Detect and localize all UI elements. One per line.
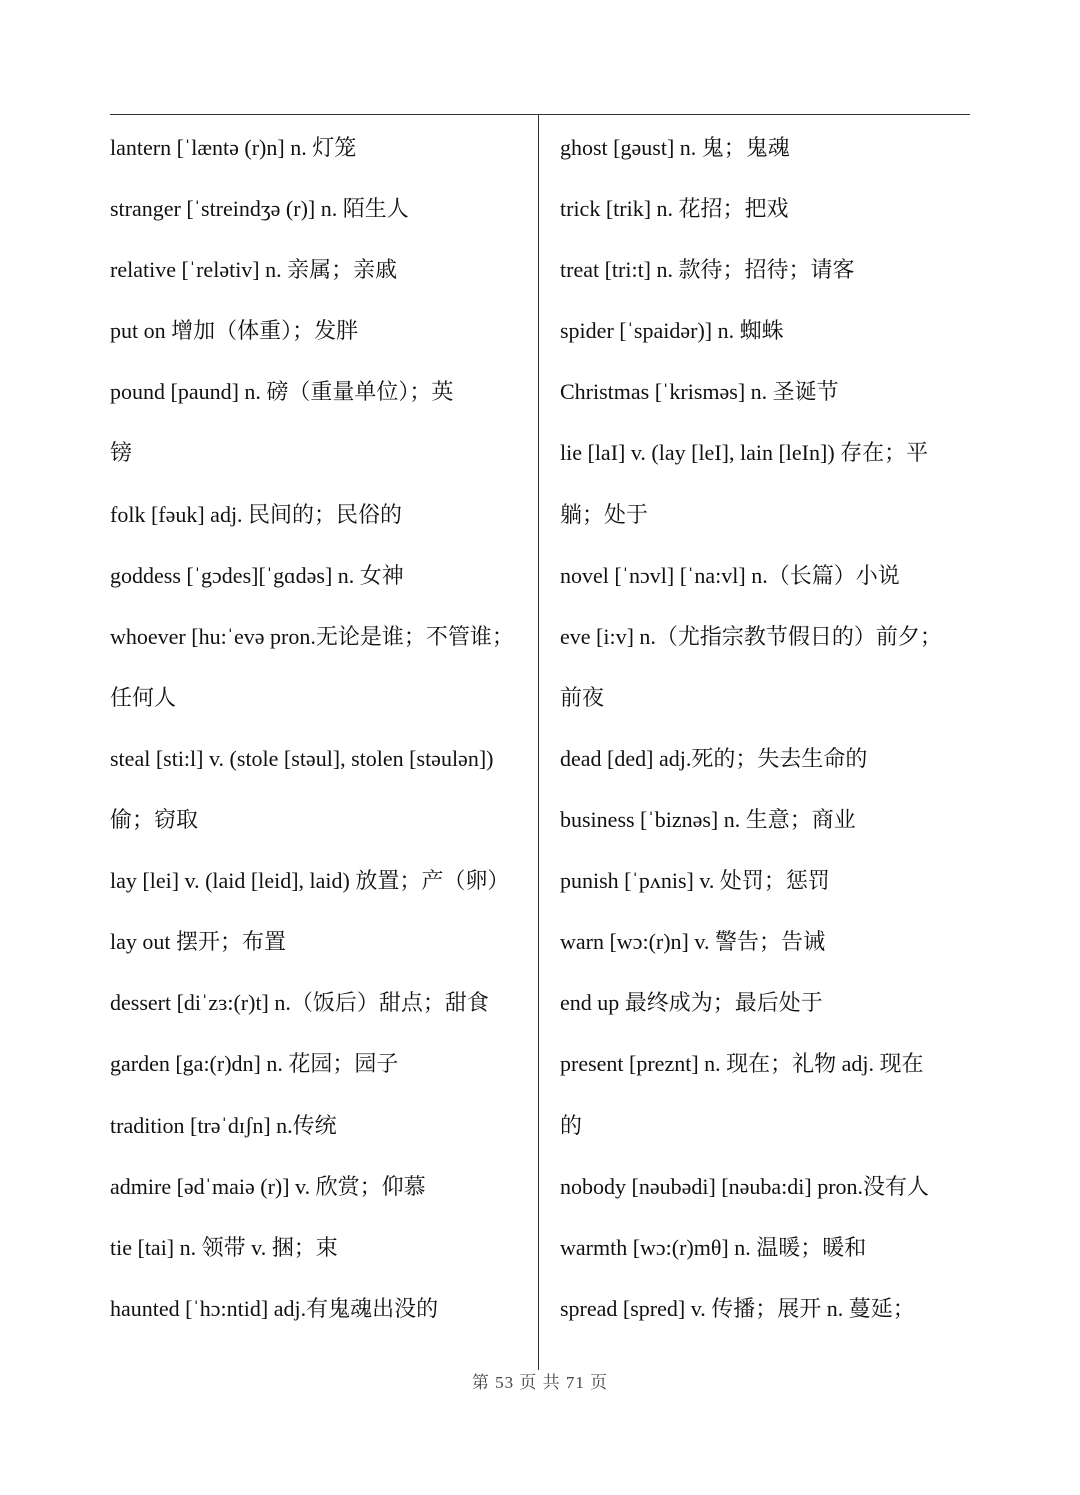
vocab-line: lantern [ˈlæntə (r)n] n. 灯笼 <box>110 135 357 160</box>
vocab-line: punish [ˈpʌnis] v. 处罚；惩罚 <box>560 868 830 894</box>
vocab-line: dessert [diˈzɜ:(r)t] n.（饭后）甜点；甜食 <box>110 990 489 1016</box>
left-column <box>110 117 535 1339</box>
page-footer: 第 53 页 共 71 页 <box>471 1373 609 1392</box>
vocab-line: 镑 <box>110 440 133 466</box>
vocab-line: lay [lei] v. (laid [leid], laid) 放置；产（卵） <box>110 868 510 894</box>
right-column <box>560 117 970 1339</box>
vocab-line: treat [tri:t] n. 款待；招待；请客 <box>560 257 855 283</box>
vocab-line: relative [ˈrelətiv] n. 亲属；亲戚 <box>110 257 398 283</box>
vocab-line: whoever [hu:ˈevə pron.无论是谁；不管谁； <box>110 623 514 649</box>
vocab-line: present [preznt] n. 现在；礼物 adj. 现在 <box>560 1051 924 1077</box>
vocab-line: 前夜 <box>560 684 605 710</box>
vocab-line: pound [paund] n. 磅（重量单位）；英 <box>110 379 454 405</box>
vocab-line: nobody [nəubədi] [nəuba:di] pron.没有人 <box>560 1173 930 1199</box>
vocab-line: 的 <box>560 1112 583 1138</box>
vocab-line: Christmas [ˈkrisməs] n. 圣诞节 <box>560 379 839 405</box>
vocab-line: stranger [ˈstreindʒə (r)] n. 陌生人 <box>110 196 409 222</box>
vocab-line: admire [ədˈmaiə (r)] v. 欣赏；仰慕 <box>110 1173 426 1199</box>
vocab-line: tradition [trəˈdɪʃn] n.传统 <box>110 1112 337 1138</box>
vocab-line: folk [fəuk] adj. 民间的；民俗的 <box>110 501 403 527</box>
vocab-line: haunted [ˈhɔ:ntid] adj.有鬼魂出没的 <box>110 1295 439 1321</box>
vocab-line: ghost [gəust] n. 鬼；鬼魂 <box>560 135 790 160</box>
vocab-line: warmth [wɔ:(r)mθ] n. 温暖；暖和 <box>560 1234 867 1260</box>
vocab-line: garden [ga:(r)dn] n. 花园；园子 <box>110 1051 399 1077</box>
vocab-line: 躺；处于 <box>560 501 649 527</box>
vocab-line: put on 增加（体重）；发胖 <box>110 318 359 344</box>
vocab-line: dead [ded] adj.死的；失去生命的 <box>560 745 868 771</box>
column-divider <box>538 114 539 1370</box>
vocab-line: eve [i:v] n.（尤指宗教节假日的）前夕； <box>560 623 942 649</box>
vocab-line: steal [sti:l] v. (stole [stəul], stolen [stəulən]) <box>110 745 494 771</box>
vocab-line: business [ˈbiznəs] n. 生意；商业 <box>560 807 856 833</box>
vocab-line: end up 最终成为；最后处于 <box>560 990 823 1016</box>
vocab-line: lay out 摆开；布置 <box>110 929 286 955</box>
vocab-line: tie [tai] n. 领带 v. 捆；束 <box>110 1234 338 1260</box>
vocab-line: trick [trik] n. 花招；把戏 <box>560 196 789 222</box>
top-rule <box>110 114 970 115</box>
vocab-line: novel [ˈnɔvl] [ˈna:vl] n.（长篇）小说 <box>560 562 900 588</box>
vocab-line: warn [wɔ:(r)n] v. 警告；告诫 <box>560 929 825 955</box>
vocab-line: 任何人 <box>110 684 177 710</box>
vocab-line: lie [laI] v. (lay [leI], lain [leIn]) 存在；平 <box>560 440 929 466</box>
vocab-line: spread [spred] v. 传播；展开 n. 蔓延； <box>560 1295 915 1321</box>
vocab-line: spider [ˈspaidər)] n. 蜘蛛 <box>560 318 784 344</box>
vocab-line: 偷；窃取 <box>110 807 199 833</box>
vocab-line: goddess [ˈgɔdes][ˈgɑdəs] n. 女神 <box>110 562 404 588</box>
